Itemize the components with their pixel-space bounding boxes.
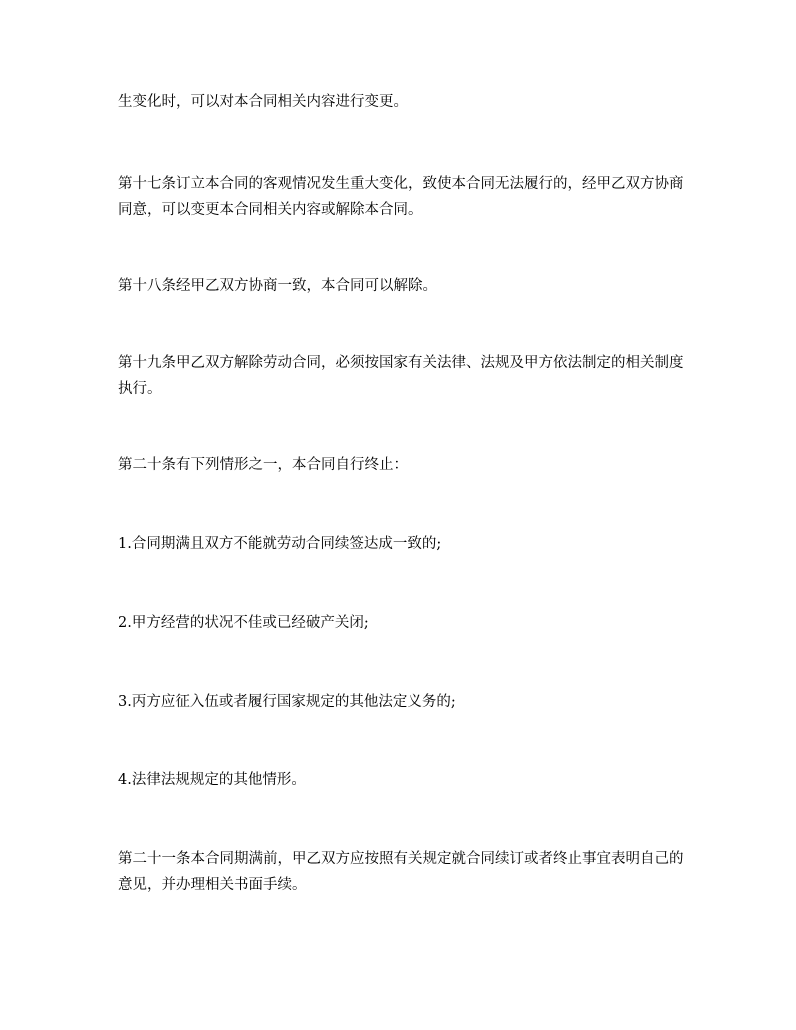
list-item-termination-3: 3.丙方应征入伍或者履行国家规定的其他法定义务的;: [118, 694, 456, 710]
paragraph-clause-16-continuation: 生变化时，可以对本合同相关内容进行变更。: [118, 94, 408, 110]
paragraph-clause-20: 第二十条有下列情形之一，本合同自行终止：: [118, 457, 408, 473]
paragraph-clause-17: 第十七条订立本合同的客观情况发生重大变化，致使本合同无法履行的，经甲乙双方协商同意，可以变更本合同相关内容或解除本合同。: [118, 176, 684, 218]
list-item-termination-1: 1.合同期满且双方不能就劳动合同续签达成一致的;: [118, 536, 442, 552]
list-item-termination-4: 4.法律法规规定的其他情形。: [118, 772, 306, 788]
paragraph-clause-18: 第十八条经甲乙双方协商一致，本合同可以解除。: [118, 278, 437, 294]
paragraph-clause-21: 第二十一条本合同期满前，甲乙双方应按照有关规定就合同续订或者终止事宜表明自己的意见，并办理相关书面手续。: [118, 851, 684, 893]
paragraph-clause-19: 第十九条甲乙双方解除劳动合同，必须按国家有关法律、法规及甲方依法制定的相关制度执行。: [118, 355, 684, 397]
list-item-termination-2: 2.甲方经营的状况不佳或已经破产关闭;: [118, 615, 369, 631]
